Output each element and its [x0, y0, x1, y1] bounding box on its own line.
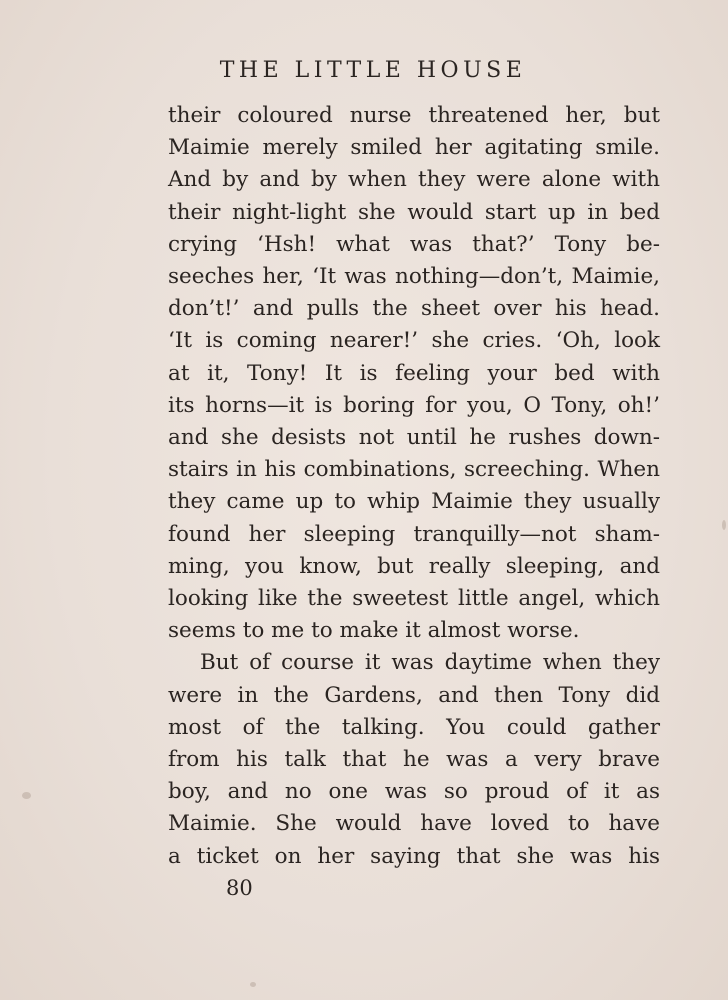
- text-line: most of the talking. You could gather: [168, 714, 660, 740]
- text-line: crying ‘Hsh! what was that?’ Tony be-: [168, 231, 660, 257]
- text-line: boy, and no one was so proud of it as: [168, 779, 660, 805]
- running-head: THE LITTLE HOUSE: [219, 58, 527, 83]
- text-line: and she desists not until he rushes down-: [168, 425, 660, 451]
- text-line: But of course it was daytime when they: [200, 650, 660, 676]
- text-line: from his talk that he was a very brave: [168, 747, 660, 773]
- text-line: their coloured nurse threatened her, but: [168, 103, 660, 128]
- text-line: they came up to whip Maimie they usually: [168, 489, 660, 515]
- text-line: their night-light she would start up in bed: [168, 199, 660, 225]
- text-line: seeches her, ‘It was nothing—don’t, Maimie,: [168, 264, 660, 290]
- text-line: seems to me to make it almost worse.: [168, 618, 580, 644]
- text-line: And by and by when they were alone with: [168, 167, 660, 193]
- text-line: at it, Tony! It is feeling your bed with: [168, 360, 660, 386]
- text-line: its horns—it is boring for you, O Tony, oh!’: [168, 392, 660, 418]
- text-line: ‘It is coming nearer!’ she cries. ‘Oh, look: [168, 328, 660, 354]
- text-line: looking like the sweetest little angel, which: [168, 586, 660, 612]
- text-line: don’t!’ and pulls the sheet over his head.: [168, 296, 660, 322]
- text-line: found her sleeping tranquilly—not sham-: [168, 521, 660, 547]
- body-text: [168, 100, 660, 873]
- text-line: Maimie merely smiled her agitating smile.: [168, 135, 660, 161]
- text-line: were in the Gardens, and then Tony did: [168, 682, 660, 708]
- paper-speck: [22, 792, 31, 799]
- text-line: ming, you know, but really sleeping, and: [168, 553, 660, 579]
- text-line: stairs in his combinations, screeching. When: [168, 457, 660, 483]
- text-line: Maimie. She would have loved to have: [168, 811, 660, 837]
- page-number: 80: [226, 876, 253, 900]
- text-line: a ticket on her saying that she was his: [168, 843, 660, 869]
- paper-speck: [722, 520, 726, 530]
- paper-speck: [250, 982, 256, 987]
